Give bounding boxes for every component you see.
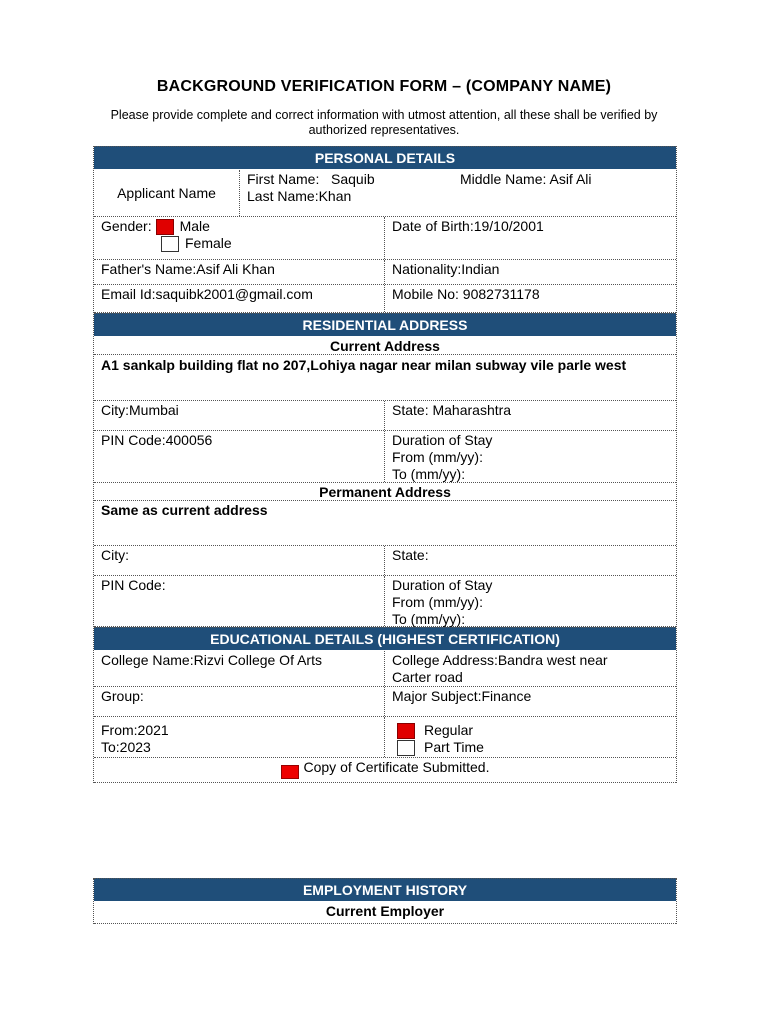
city-field[interactable]: City:Mumbai xyxy=(101,402,179,418)
certificate-checkbox[interactable] xyxy=(281,765,299,779)
residential-address-header: RESIDENTIAL ADDRESS xyxy=(94,313,676,337)
gender-label: Gender: xyxy=(101,218,152,234)
major-subject-field[interactable]: Major Subject:Finance xyxy=(384,687,676,716)
college-name-field[interactable]: College Name:Rizvi College Of Arts xyxy=(101,652,322,668)
city-state-row xyxy=(94,401,676,431)
current-employer-title: Current Employer xyxy=(325,903,445,919)
father-nationality-row xyxy=(94,260,676,285)
duration-to-field[interactable]: To (mm/yy): xyxy=(392,466,466,482)
current-address-field[interactable]: A1 sankalp building flat no 207,Lohiya nagar near milan subway vile parle west xyxy=(101,357,627,373)
gender-female-label: Female xyxy=(185,235,232,251)
email-field[interactable]: Email Id:saquibk2001@gmail.com xyxy=(101,286,313,302)
current-address-title-row xyxy=(94,337,676,355)
employment-history-header: EMPLOYMENT HISTORY xyxy=(94,878,676,902)
permanent-pin-field[interactable]: PIN Code: xyxy=(101,577,166,593)
applicant-name-row xyxy=(94,170,676,217)
employment-sheet xyxy=(93,878,677,924)
personal-details-header: PERSONAL DETAILS xyxy=(94,146,676,170)
applicant-name-fields[interactable] xyxy=(239,170,676,216)
dob-field[interactable]: Date of Birth:19/10/2001 xyxy=(384,217,676,259)
group-field[interactable]: Group: xyxy=(101,688,144,704)
certificate-cell xyxy=(94,758,676,782)
duration-label: Duration of Stay xyxy=(392,432,493,448)
nationality-field[interactable]: Nationality:Indian xyxy=(384,260,676,284)
pin-field[interactable]: PIN Code:400056 xyxy=(101,432,213,448)
gender-male-label: Male xyxy=(179,218,210,234)
last-name-field[interactable]: Last Name:Khan xyxy=(247,188,352,204)
permanent-duration-from-field[interactable]: From (mm/yy): xyxy=(392,594,483,610)
current-address-row xyxy=(94,355,676,401)
educational-details-header: EDUCATIONAL DETAILS (HIGHEST CERTIFICATION) xyxy=(94,627,676,651)
college-address-line-1: College Address:Bandra west near xyxy=(392,652,608,668)
gender-female-checkbox[interactable] xyxy=(161,236,179,252)
gender-dob-row xyxy=(94,217,676,260)
regular-label: Regular xyxy=(424,722,474,738)
permanent-duration-to-field[interactable]: To (mm/yy): xyxy=(392,611,466,627)
gender-male-checkbox[interactable] xyxy=(156,219,174,235)
period-from-field[interactable]: From:2021 xyxy=(101,722,169,738)
applicant-name-label-cell xyxy=(94,170,239,216)
period-to-field[interactable]: To:2023 xyxy=(101,739,151,755)
permanent-city-state-row xyxy=(94,546,676,576)
period-mode-row xyxy=(94,717,676,758)
father-name-field[interactable]: Father's Name:Asif Ali Khan xyxy=(101,261,275,277)
gender-cell xyxy=(94,217,384,259)
part-time-label: Part Time xyxy=(424,739,484,755)
permanent-address-field[interactable]: Same as current address xyxy=(101,502,268,518)
mobile-field[interactable]: Mobile No: 9082731178 xyxy=(384,285,676,312)
middle-name-field[interactable]: Middle Name: Asif Ali xyxy=(460,171,592,187)
form-sheet xyxy=(93,146,677,783)
permanent-city-field[interactable]: City: xyxy=(101,547,129,563)
regular-checkbox[interactable] xyxy=(397,723,415,739)
permanent-state-field[interactable]: State: xyxy=(384,546,676,575)
certificate-row xyxy=(94,758,676,783)
mode-cell xyxy=(384,717,676,757)
college-address-cell[interactable] xyxy=(384,651,676,686)
permanent-address-row xyxy=(94,501,676,546)
period-cell xyxy=(94,717,384,757)
college-address-line-2: Carter road xyxy=(392,669,463,685)
permanent-pin-duration-row xyxy=(94,576,676,627)
applicant-name-label: Applicant Name xyxy=(117,184,216,201)
certificate-label: Copy of Certificate Submitted. xyxy=(303,759,490,775)
first-name-field[interactable]: First Name: Saquib xyxy=(247,171,375,187)
duration-cell xyxy=(384,431,676,482)
permanent-duration-cell xyxy=(384,576,676,626)
group-major-row xyxy=(94,687,676,717)
form-title: BACKGROUND VERIFICATION FORM – (COMPANY NAME) xyxy=(156,78,612,95)
permanent-duration-label: Duration of Stay xyxy=(392,577,493,593)
college-row xyxy=(94,651,676,687)
current-address-title: Current Address xyxy=(330,338,440,354)
part-time-checkbox[interactable] xyxy=(397,740,415,756)
email-mobile-row xyxy=(94,285,676,313)
current-employer-row xyxy=(94,902,676,924)
form-subtitle: Please provide complete and correct information with utmost attention, all these shall be verified by authorized representatives. xyxy=(110,108,658,137)
permanent-address-title-row xyxy=(94,483,676,501)
state-field[interactable]: State: Maharashtra xyxy=(384,401,676,430)
permanent-address-title: Permanent Address xyxy=(319,484,451,500)
pin-duration-row xyxy=(94,431,676,483)
duration-from-field[interactable]: From (mm/yy): xyxy=(392,449,483,465)
